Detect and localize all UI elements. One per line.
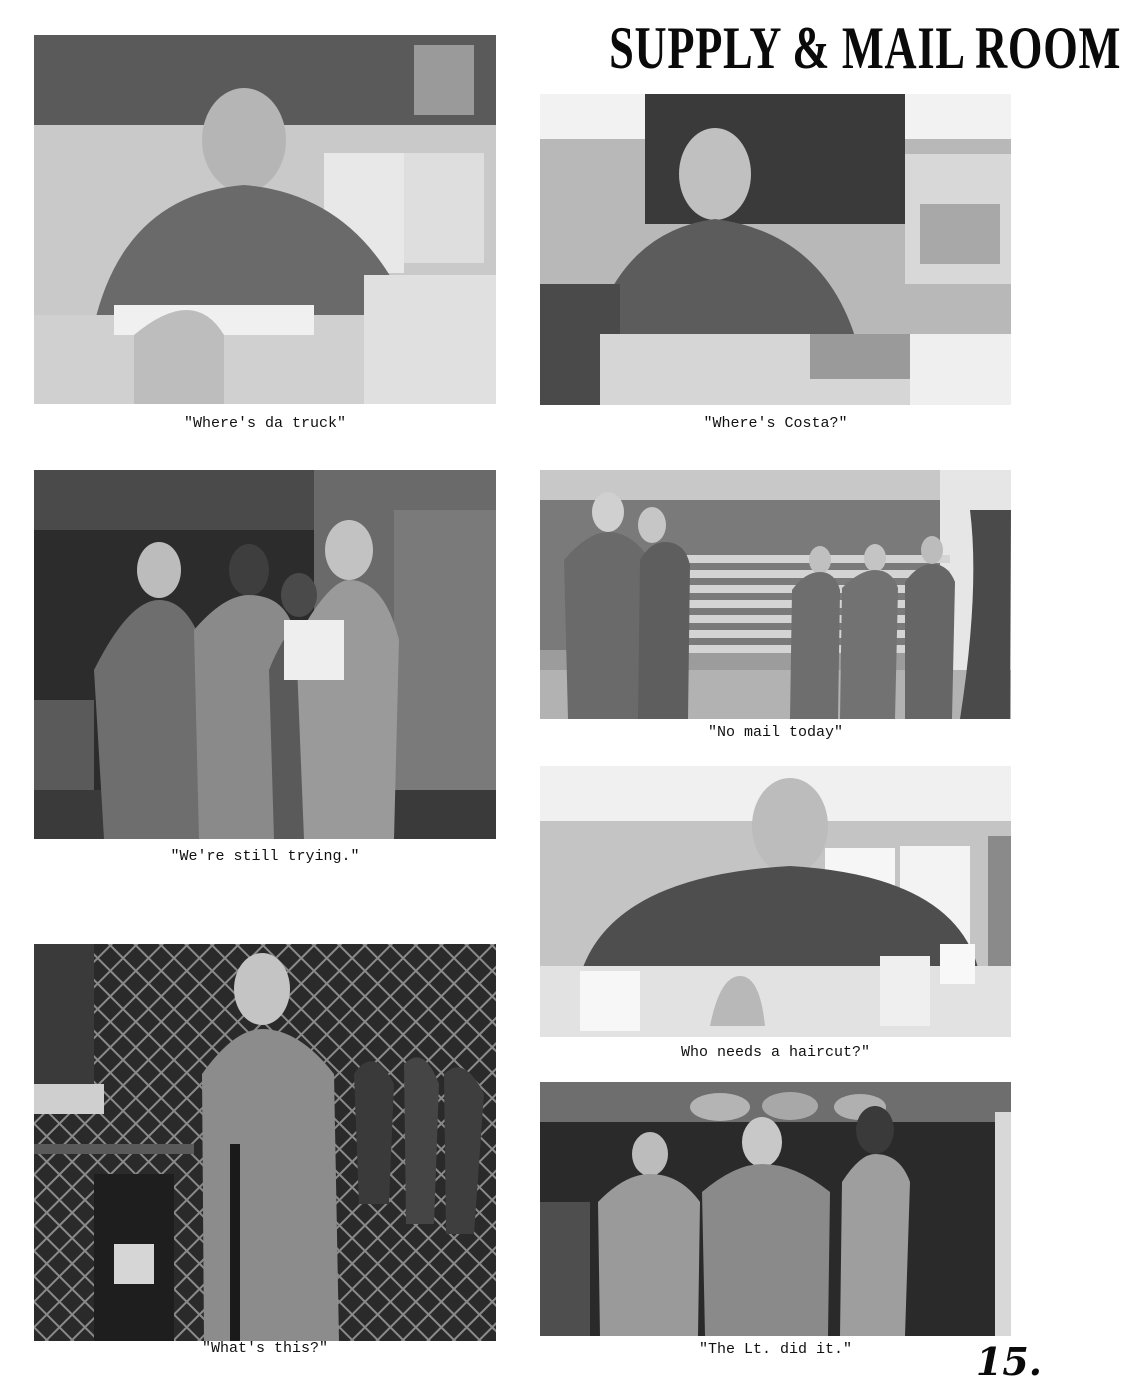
photo-caption: "We're still trying.": [170, 848, 360, 865]
photo-clerk-at-desk: [540, 94, 1011, 405]
photo-caption: "The Lt. did it.": [698, 1341, 853, 1358]
photo-caption: Who needs a haircut?": [680, 1044, 871, 1061]
photo-officer-at-desk: [34, 35, 496, 404]
photo-clerk-with-clipboards: [540, 766, 1011, 1037]
page-number: 15.: [975, 1339, 1042, 1384]
photo-caption: "No mail today": [707, 724, 844, 741]
photo-caption: "Where's da truck": [183, 415, 347, 432]
photo-caption: "Where's Costa?": [703, 415, 848, 432]
photo-group-in-warehouse: [34, 470, 496, 839]
photo-soldier-in-cage: [34, 944, 496, 1341]
photo-soldiers-by-building: [540, 470, 1011, 719]
photo-three-soldiers: [540, 1082, 1011, 1336]
page-title: SUPPLY & MAIL ROOM: [609, 15, 1121, 81]
photo-caption: "What's this?": [201, 1340, 329, 1357]
